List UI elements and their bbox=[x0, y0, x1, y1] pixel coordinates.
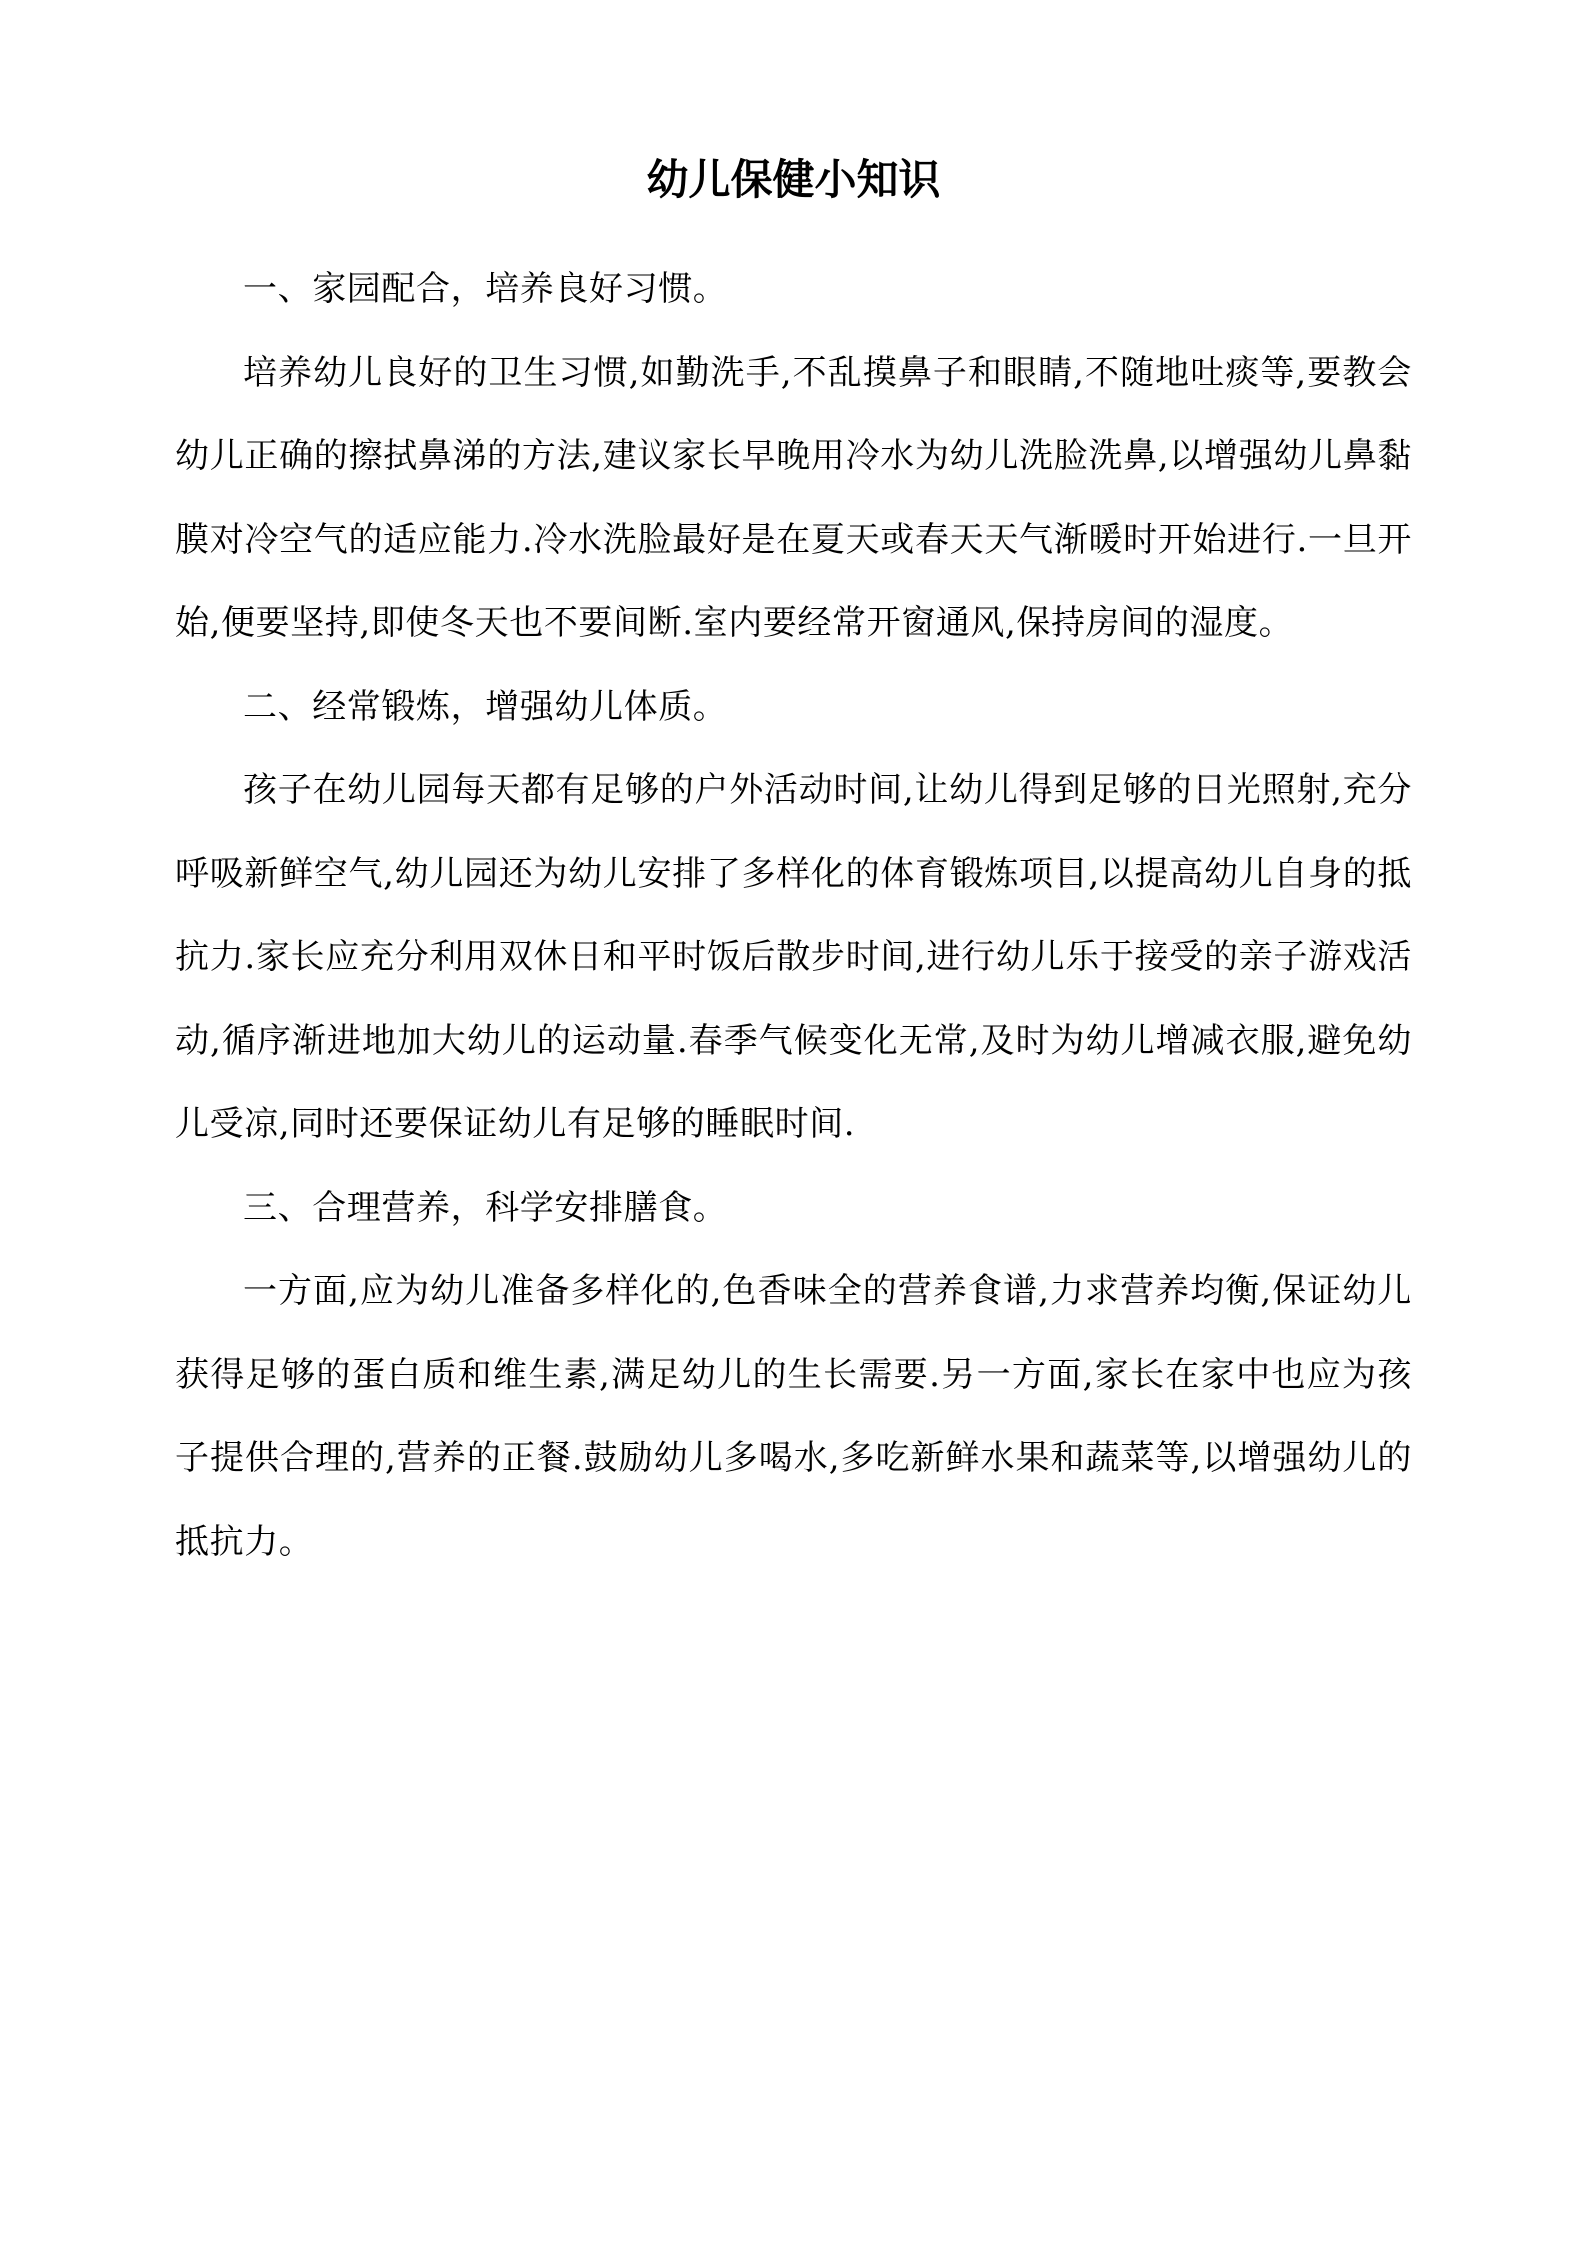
section-2-body: 孩子在幼儿园每天都有足够的户外活动时间,让幼儿得到足够的日光照射,充分呼吸新鲜空气,幼儿园还为幼儿安排了多样化的体育锻炼项目,以提高幼儿自身的抵抗力.家长应充分利用双休日和平时饭后散步时间,进行幼儿乐于接受的亲子游戏活动,循序渐进地加大幼儿的运动量.春季气候变化无常,及时为幼儿增减衣服,避免幼儿受凉,同时还要保证幼儿有足够的睡眠时间. bbox=[175, 770, 1412, 1144]
section-2-heading: 二、经常锻炼，增强幼儿体质。 bbox=[243, 686, 728, 727]
document-title: 幼儿保健小知识 bbox=[646, 155, 941, 204]
document-page bbox=[175, 0, 1412, 2245]
section-3-body: 一方面,应为幼儿准备多样化的,色香味全的营养食谱,力求营养均衡,保证幼儿获得足够的蛋白质和维生素,满足幼儿的生长需要.另一方面,家长在家中也应为孩子提供合理的,营养的正餐.鼓励幼儿多喝水,多吃新鲜水果和蔬菜等,以增强幼儿的抵抗力。 bbox=[175, 1271, 1412, 1562]
document-body bbox=[175, 248, 1412, 1584]
section-1-body: 培养幼儿良好的卫生习惯,如勤洗手,不乱摸鼻子和眼睛,不随地吐痰等,要教会幼儿正确的擦拭鼻涕的方法,建议家长早晚用冷水为幼儿洗脸洗鼻,以增强幼儿鼻黏膜对冷空气的适应能力.冷水洗脸最好是在夏天或春天天气渐暖时开始进行.一旦开始,便要坚持,即使冬天也不要间断.室内要经常开窗通风,保持房间的湿度。 bbox=[175, 352, 1412, 643]
section-1-heading: 一、家园配合，培养良好习惯。 bbox=[243, 269, 728, 309]
section-3-heading: 三、合理营养，科学安排膳食。 bbox=[243, 1187, 728, 1228]
